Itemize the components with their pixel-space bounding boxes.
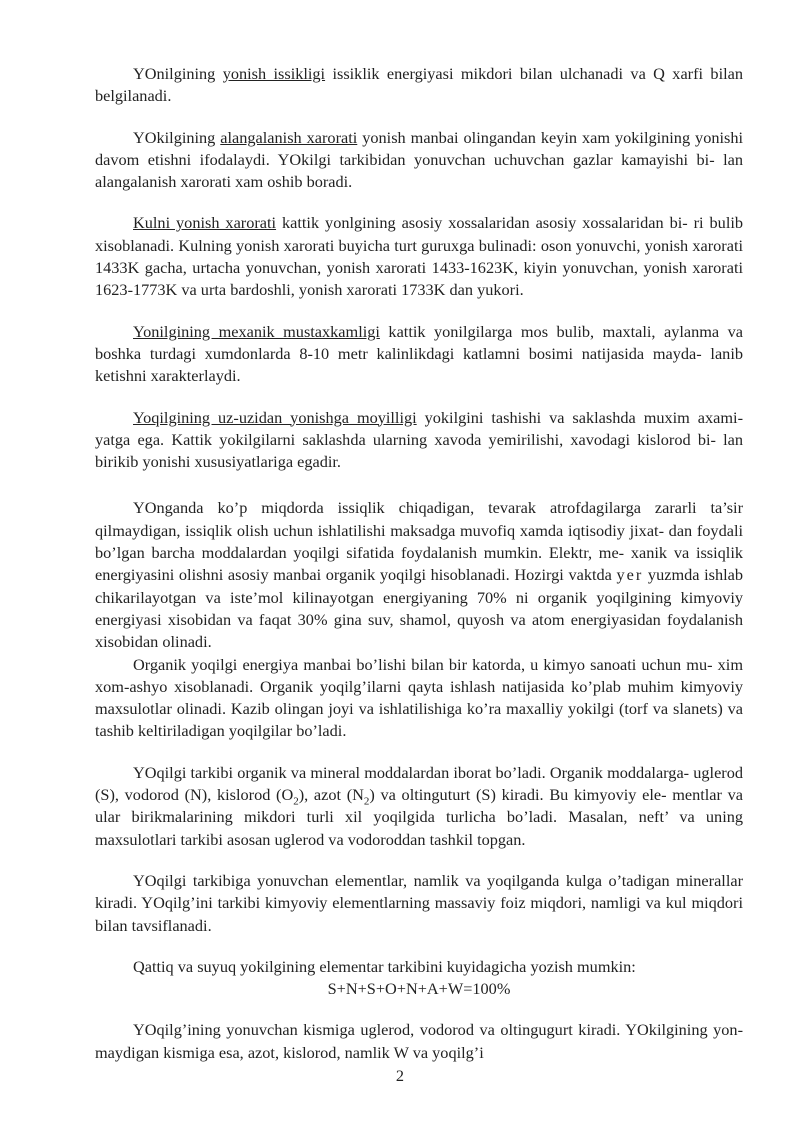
text: YOkilgining — [133, 127, 221, 147]
subscript: 2 — [363, 795, 370, 808]
text: yonish manbai olingandan keyin xam yokilgining yonishi davom etishni ifodalaydi. YOkilgi tarkibidan yonuvchan uchuvchan gazlar kamayishi bi- lan alangalanish xarorati xam oshib boradi. — [95, 127, 744, 192]
paragraph-organic-fuel: Organik yoqilgi energiya manbai bo’lishi bilan bir katorda, u kimyo sanoati uchun mu- xim xom-ashyo xisoblanadi. Organik yoqilg’ilarni qayta ishlash natijasida ko’plab muhim kimyoviy maxsulotlar olinadi. Kazib olingan joyi va ishlatilishiga ko’ra maxalliy yokilgi (torf va slanets) va tashib keltiriladigan yoqilgilar bo’ladi. — [95, 654, 743, 741]
term-underlined: alangalanish xarorati — [220, 127, 358, 147]
term-underlined: yonish issikligi — [222, 64, 326, 83]
subscript: 2 — [293, 795, 299, 808]
text: YOnganda ko’p miqdorda issiqlik chiqadigan, tevarak atrofdagilarga zararli ta’sir qilmaydigan, issiqlik olish uchun ishlatilishi maksadga muvofiq xamda iqtisodiy jixat- dan foydali bo’lgan barcha moddalardan yoqilgi sifatida foydalanish mumkin. Elektr, me- xanik va issiqlik energiyasini olishni asosiy manbai organik yoqilgi hisoblanadi. Hozirgi vaktda — [95, 498, 743, 585]
formula: S+N+S+O+N+A+W=100% — [327, 979, 511, 999]
term-underlined: Kulni yonish xarorati — [133, 213, 277, 233]
paragraph-ash-melting — [95, 212, 743, 301]
term-underlined: Yoqilgining uz-uzidan yonishga moyilligi — [133, 407, 417, 427]
document-page — [95, 63, 743, 1064]
text: yuzmda ishlab chikarilayotgan va iste’mol kilinayotgan energiyaning 70% ni organik yoqilgining kimyoviy energiyasi xisobidan va faqat 30% gina suv, shamol, quyosh va atom energiyasidan foydalanish xisobidan olinadi. — [95, 565, 743, 652]
page-number: 2 — [395, 1066, 405, 1085]
paragraph-fuel-composition — [95, 762, 743, 851]
text-spaced: yer — [616, 565, 644, 585]
paragraph-ignition-temperature — [95, 127, 743, 194]
paragraph-combustion-heat — [95, 63, 743, 108]
paragraph-mechanical-strength — [95, 321, 743, 388]
text: YOnilgining — [133, 64, 223, 83]
text: kattik yonlgining asosiy xossalaridan asosiy xossalaridan bi- ri bulib xisoblanadi. Kulning yonish xarorati buyicha turt guruxga bulinadi: oson yonuvchi, yonish xarorati 1433K gacha, urtacha yonuvchan, yonish xarorati 1433-1623K, kiyin yonuvchan, yonish xarorati 1623-1773K va urta bardoshli, yonish xarorati 1733K dan yukori. — [95, 213, 744, 300]
paragraph-self-ignition — [95, 407, 743, 474]
text: kattik yonilgilarga mos bulib, maxtali, aylanma va boshka turdagi xumdonlarda 8-10 metr kalinlikdagi katlamni bosimi natijasida mayda- lanib ketishni xarakterlaydi. — [95, 321, 744, 386]
text: issiklik energiyasi mikdori bilan ulchanadi va Q xarfi bilan belgilanadi. — [95, 64, 743, 106]
paragraph-elemental-formula-intro: Qattiq va suyuq yokilgining elementar tarkibini kuyidagicha yozish mumkin: — [133, 956, 636, 976]
paragraph-fuel-definition — [95, 497, 743, 653]
text: ), azot (N — [298, 785, 364, 805]
text: YOqilgi tarkibi organik va mineral moddalardan iborat bo’ladi. Organik moddalarga- uglerod (S), vodorod (N), kislorod (O — [95, 762, 743, 805]
paragraph-combustible-part: YOqilg’ining yonuvchan kismiga uglerod, vodorod va oltingugurt kiradi. YOkilgining yon- maydigan kismiga esa, azot, kislorod, namlik W va yoqilg’i — [95, 1020, 743, 1062]
text: yokilgini tashishi va saklashda muxim axami- yatga ega. Kattik yokilgilarni saklashda ularning xavoda yemirilishi, xavodagi kislorod bi- lan birikib yonishi xususiyatlariga egadir. — [95, 407, 743, 472]
text: ) va oltinguturt (S) kiradi. Bu kimyoviy ele- mentlar va ular birikmalarining mikdori turli xil yoqilgida turlicha bo’ladi. Masalan, neft’ va uning maxsulotlari tarkibi asosan uglerod va vodoroddan tashkil topgan. — [95, 785, 743, 849]
term-underlined: Yonilgining mexanik mustaxkamligi — [133, 321, 380, 341]
paragraph-fuel-elements: YOqilgi tarkibiga yonuvchan elementlar, namlik va yoqilganda kulga o’tadigan minerallar kiradi. YOqilg’ini tarkibi kimyoviy elementlarning massaviy foiz miqdori, namligi va kul miqdori bilan tavsiflanadi. — [95, 870, 743, 935]
